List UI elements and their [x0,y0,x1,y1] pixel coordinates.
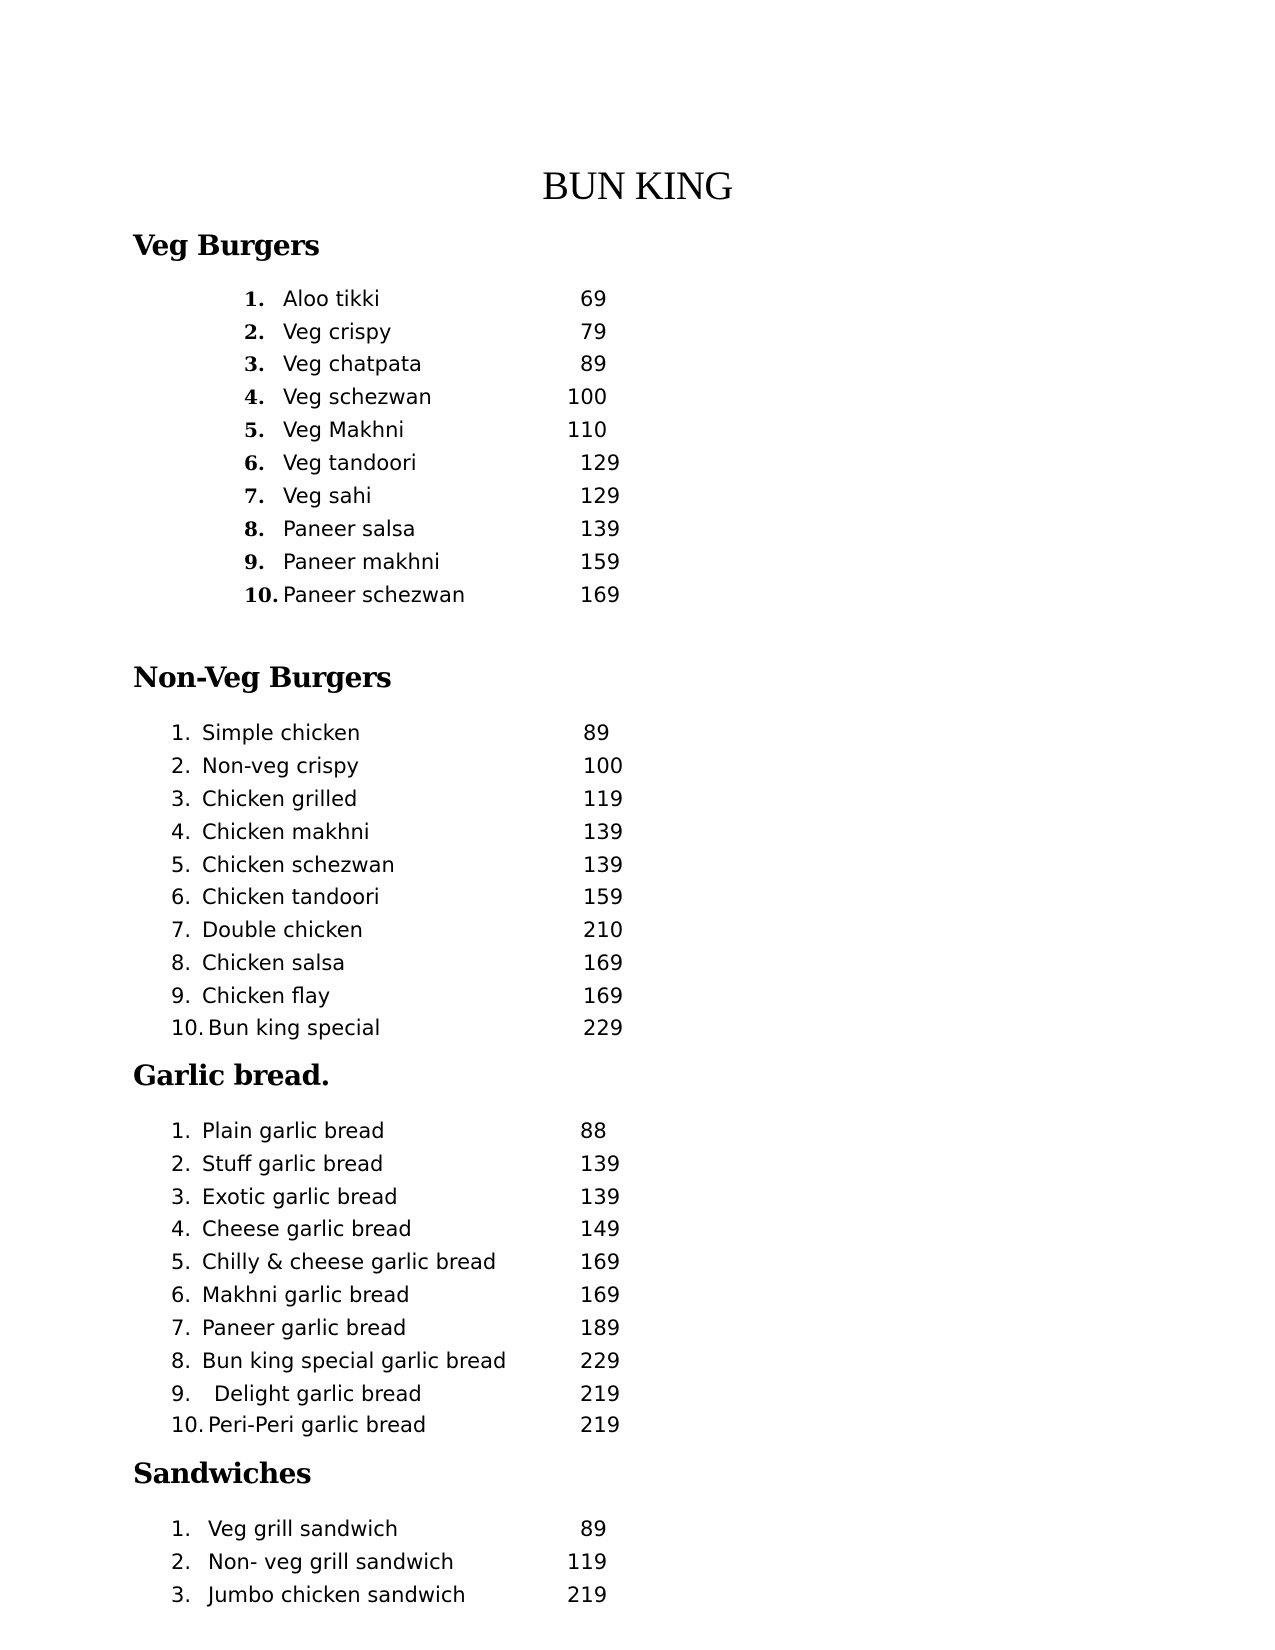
item-price: 219 [580,1413,621,1437]
item-price: 169 [583,951,624,975]
item-number: 8. [171,951,192,975]
item-number: 6. [171,1283,192,1307]
item-number: 8. [171,1349,192,1373]
item-name: Paneer schezwan [283,583,466,607]
item-number: 7. [171,918,192,942]
item-number: 1. [171,1517,192,1541]
section-heading-non-veg-burgers: Non-Veg Burgers [133,661,392,694]
item-name: Veg chatpata [283,352,422,376]
item-name: Bun king special garlic bread [202,1349,507,1373]
item-number: 6. [244,451,265,475]
item-name: Paneer makhni [283,550,440,574]
item-number: 2. [171,1152,192,1176]
item-name: Bun king special [208,1016,381,1040]
item-name: Peri-Peri garlic bread [208,1413,427,1437]
item-price: 169 [580,1283,621,1307]
item-name: Simple chicken [202,721,361,745]
item-number: 3. [171,1583,192,1607]
item-price: 219 [580,1382,621,1406]
item-price: 129 [580,484,621,508]
item-number: 5. [244,418,265,442]
item-price: 100 [567,385,608,409]
item-price: 189 [580,1316,621,1340]
item-price: 139 [580,1185,621,1209]
item-number: 10. [171,1016,205,1040]
item-number: 7. [244,484,265,508]
item-price: 89 [580,1517,607,1541]
section-heading-garlic-bread: Garlic bread. [133,1059,330,1092]
item-price: 69 [580,287,607,311]
item-price: 110 [567,418,608,442]
item-number: 5. [171,853,192,877]
item-price: 119 [567,1550,608,1574]
item-name: Chilly & cheese garlic bread [202,1250,497,1274]
item-number: 3. [171,787,192,811]
item-price: 159 [580,550,621,574]
item-price: 229 [583,1016,624,1040]
item-name: Jumbo chicken sandwich [208,1583,466,1607]
section-heading-sandwiches: Sandwiches [133,1457,312,1490]
item-number: 8. [244,517,265,541]
item-name: Delight garlic bread [214,1382,422,1406]
item-number: 1. [171,721,192,745]
item-number: 6. [171,885,192,909]
item-name: Plain garlic bread [202,1119,385,1143]
item-number: 9. [171,984,192,1008]
item-name: Exotic garlic bread [202,1185,398,1209]
item-name: Stuff garlic bread [202,1152,384,1176]
item-name: Non-veg crispy [202,754,359,778]
item-number: 4. [244,385,265,409]
item-price: 159 [583,885,624,909]
item-price: 219 [567,1583,608,1607]
item-price: 119 [583,787,624,811]
item-name: Non- veg grill sandwich [208,1550,454,1574]
item-name: Double chicken [202,918,363,942]
item-price: 129 [580,451,621,475]
item-name: Makhni garlic bread [202,1283,410,1307]
item-price: 89 [583,721,610,745]
item-name: Chicken tandoori [202,885,380,909]
item-name: Veg sahi [283,484,372,508]
item-price: 139 [583,853,624,877]
item-price: 169 [580,1250,621,1274]
item-price: 139 [580,517,621,541]
item-price: 229 [580,1349,621,1373]
item-name: Veg grill sandwich [208,1517,399,1541]
item-number: 3. [244,352,265,376]
item-name: Veg tandoori [283,451,417,475]
item-name: Veg crispy [283,320,392,344]
item-number: 10. [171,1413,205,1437]
item-number: 2. [171,754,192,778]
item-number: 9. [171,1382,192,1406]
section-heading-veg-burgers: Veg Burgers [133,229,320,262]
item-name: Chicken makhni [202,820,370,844]
item-name: Veg schezwan [283,385,432,409]
item-price: 139 [580,1152,621,1176]
page-title: BUN KING [542,163,733,208]
item-price: 100 [583,754,624,778]
item-price: 149 [580,1217,621,1241]
item-name: Paneer garlic bread [202,1316,407,1340]
item-name: Veg Makhni [283,418,405,442]
item-number: 9. [244,550,265,574]
item-number: 1. [171,1119,192,1143]
item-number: 4. [171,820,192,844]
item-price: 210 [583,918,624,942]
item-name: Chicken flay [202,984,331,1008]
item-name: Paneer salsa [283,517,416,541]
item-price: 89 [580,352,607,376]
item-name: Cheese garlic bread [202,1217,412,1241]
item-price: 169 [583,984,624,1008]
item-name: Chicken salsa [202,951,346,975]
item-price: 88 [580,1119,607,1143]
item-number: 4. [171,1217,192,1241]
item-name: Chicken schezwan [202,853,395,877]
item-price: 79 [580,320,607,344]
item-name: Aloo tikki [283,287,380,311]
item-number: 2. [244,320,265,344]
item-number: 10. [244,583,279,607]
item-number: 2. [171,1550,192,1574]
item-name: Chicken grilled [202,787,358,811]
item-price: 139 [583,820,624,844]
item-number: 1. [244,287,265,311]
item-number: 3. [171,1185,192,1209]
item-price: 169 [580,583,621,607]
item-number: 5. [171,1250,192,1274]
item-number: 7. [171,1316,192,1340]
